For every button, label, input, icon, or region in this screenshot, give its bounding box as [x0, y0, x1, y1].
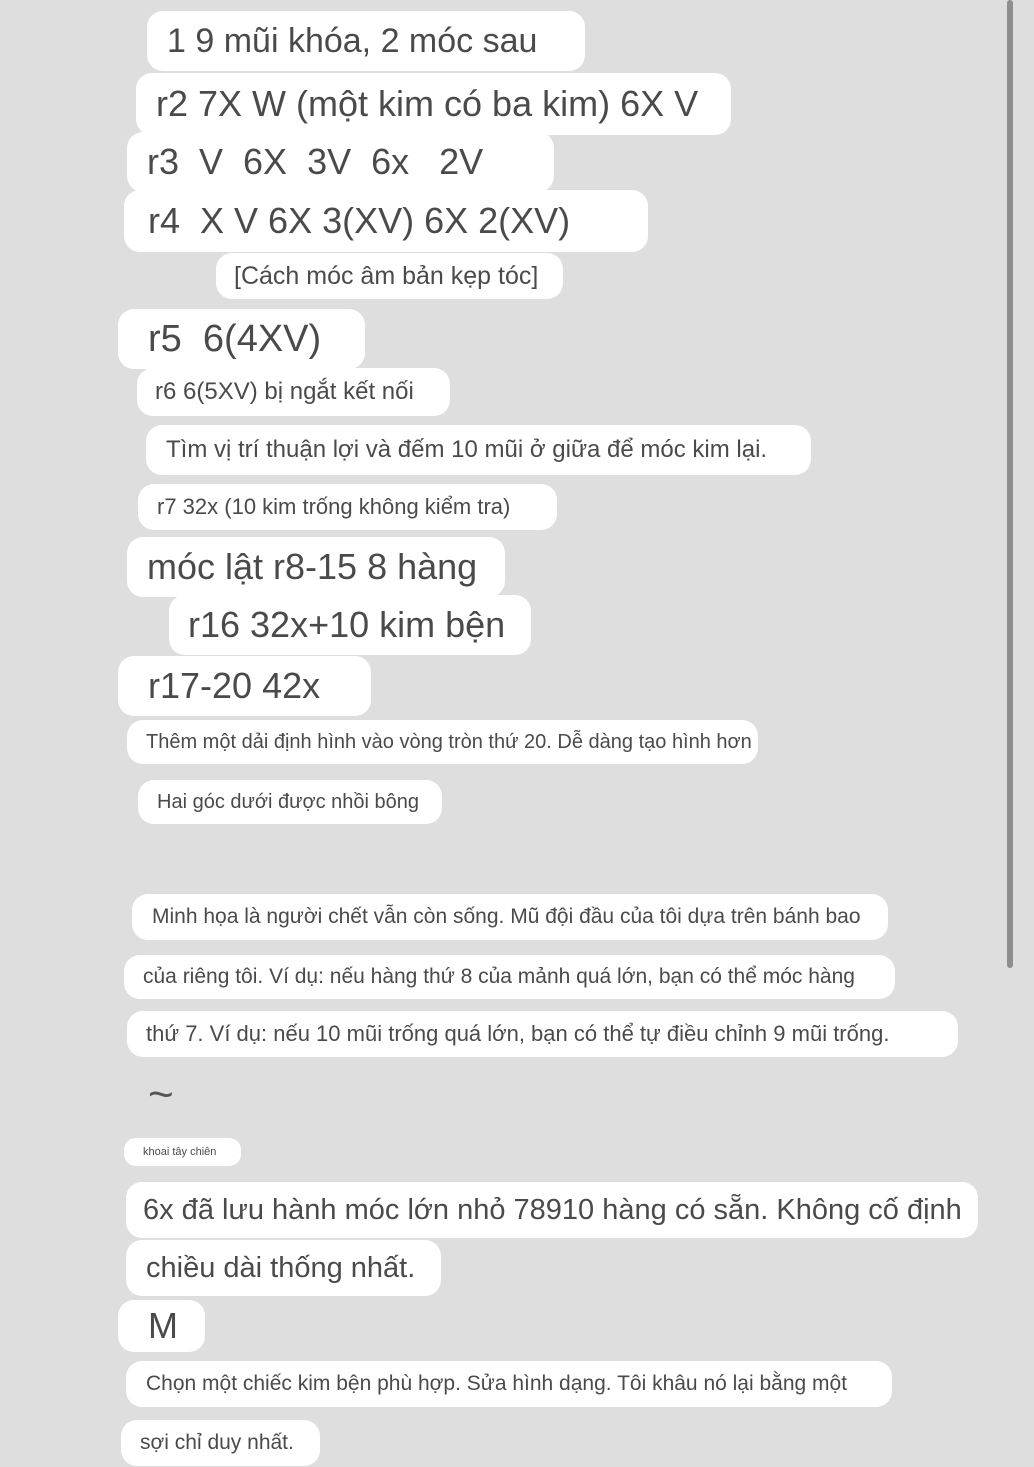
text-pill-line-8: [146, 425, 811, 475]
line-3-text: r3 V 6X 3V 6x 2V: [147, 141, 484, 182]
text-pill-line-11: [169, 595, 531, 655]
text-pill-line-6: [118, 309, 365, 369]
text-pill-line-7: [137, 368, 450, 416]
line-7-text: r6 6(5XV) bị ngắt kết nối: [155, 378, 414, 405]
text-pill-line-2: [136, 73, 731, 135]
text-pill-line-21: [126, 1240, 441, 1296]
text-pill-line-9: [138, 484, 557, 530]
text-pill-line-5: [216, 253, 563, 299]
line-20-text: 6x đã lưu hành móc lớn nhỏ 78910 hàng có sẵn. Không cố định: [143, 1193, 962, 1226]
line-8-text: Tìm vị trí thuận lợi và đếm 10 mũi ở giữa để móc kim lại.: [166, 436, 768, 463]
line-4-text: r4 X V 6X 3(XV) 6X 2(XV): [148, 200, 571, 241]
text-pill-line-23: [126, 1361, 892, 1407]
tilde-mark: ~: [148, 1070, 174, 1119]
line-10-text: móc lật r8-15 8 hàng: [147, 546, 478, 587]
text-pill-line-1: [147, 11, 585, 71]
line-15-text: Minh họa là người chết vẫn còn sống. Mũ đội đầu của tôi dựa trên bánh bao: [152, 905, 861, 928]
text-pill-line-17: [127, 1011, 958, 1057]
line-6-text: r5 6(4XV): [148, 317, 322, 360]
text-pill-line-15: [132, 894, 888, 940]
line-19-text: khoai tây chiên: [143, 1146, 217, 1158]
text-pill-line-20: [126, 1182, 978, 1238]
line-11-text: r16 32x+10 kim bện: [188, 604, 506, 645]
text-pill-line-14: [138, 780, 442, 824]
line-21-text: chiều dài thống nhất.: [146, 1251, 416, 1284]
text-pill-line-10: [127, 537, 505, 597]
text-pill-line-16: [124, 955, 895, 999]
line-16-text: của riêng tôi. Ví dụ: nếu hàng thứ 8 của mảnh quá lớn, bạn có thể móc hàng: [143, 965, 855, 988]
vertical-scrollbar[interactable]: [1007, 0, 1013, 968]
line-5-text: [Cách móc âm bản kẹp tóc]: [234, 261, 539, 290]
text-pill-line-4: [124, 190, 648, 252]
line-12-text: r17-20 42x: [148, 665, 321, 706]
line-9-text: r7 32x (10 kim trống không kiểm tra): [157, 494, 511, 519]
line-1-text: 1 9 mũi khóa, 2 móc sau: [167, 21, 538, 60]
text-pill-line-24: [121, 1420, 320, 1466]
line-22-text: M: [148, 1305, 178, 1346]
line-17-text: thứ 7. Ví dụ: nếu 10 mũi trống quá lớn, bạn có thể tự điều chỉnh 9 mũi trống.: [146, 1021, 890, 1046]
line-2-text: r2 7X W (một kim có ba kim) 6X V: [156, 83, 699, 124]
text-pill-line-22: [118, 1300, 205, 1352]
line-13-text: Thêm một dải định hình vào vòng tròn thứ 20. Dễ dàng tạo hình hơn: [146, 730, 752, 753]
text-pill-line-3: [127, 132, 554, 192]
line-24-text: sợi chỉ duy nhất.: [140, 1431, 294, 1454]
line-14-text: Hai góc dưới được nhồi bông: [157, 790, 420, 813]
text-pill-line-13: [127, 720, 758, 764]
text-pill-line-19: [124, 1138, 241, 1166]
line-23-text: Chọn một chiếc kim bện phù hợp. Sửa hình dạng. Tôi khâu nó lại bằng một: [146, 1372, 848, 1395]
text-pill-line-12: [118, 656, 371, 716]
